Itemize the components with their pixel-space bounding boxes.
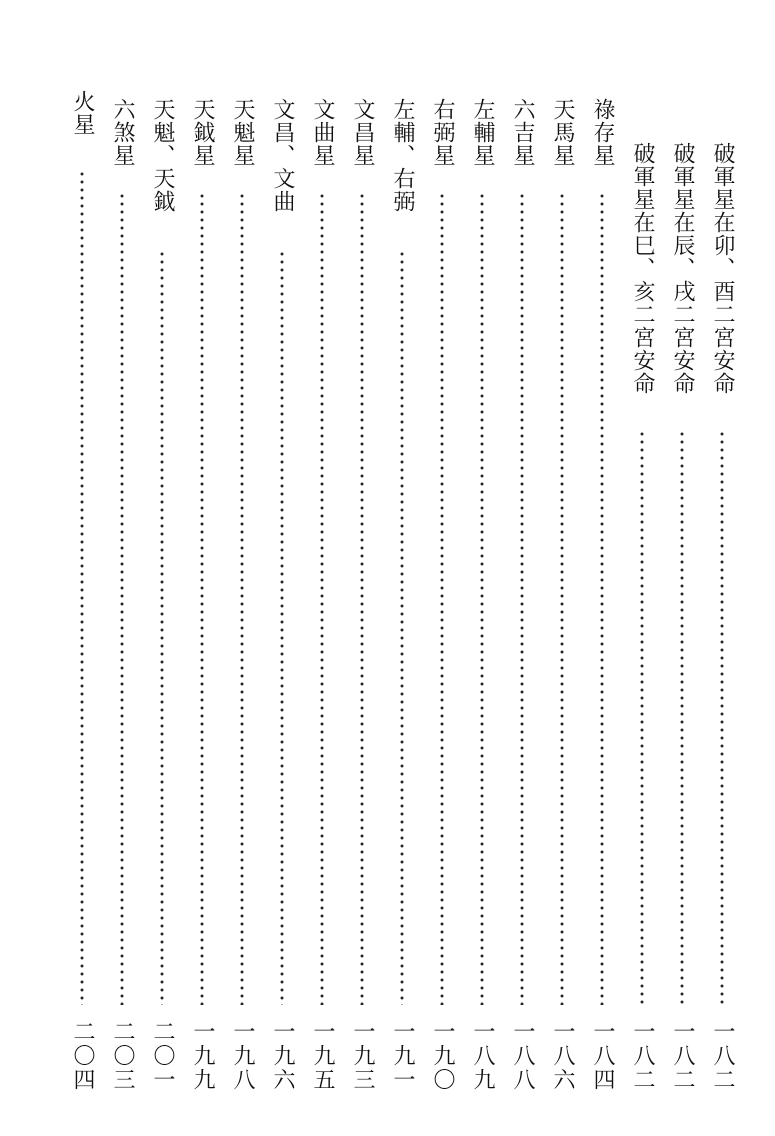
toc-entry-pojun-chen-xu[interactable] — [665, 90, 699, 1100]
toc-entry-title: 破軍星在卯、酉二宮安命 — [710, 142, 735, 395]
toc-entry-page-number: 二〇三 — [110, 1020, 135, 1092]
toc-entry-liuji[interactable] — [505, 90, 539, 1100]
toc-entry-page-number: 一九六 — [270, 1020, 295, 1092]
dot-leader — [719, 430, 725, 1005]
toc-entry-title: 右弼星 — [430, 98, 455, 167]
dot-leader — [399, 250, 405, 1005]
toc-entry-title: 天鉞星 — [190, 98, 215, 167]
toc-entry-title: 文昌、文曲 — [270, 98, 295, 213]
toc-entry-page-number: 一八二 — [630, 1020, 655, 1092]
dot-leader — [159, 250, 165, 1005]
toc-entry-tianma[interactable] — [545, 90, 579, 1100]
toc-entry-pojun-si-hai[interactable] — [625, 90, 659, 1100]
toc-entry-wenchang-wenqu[interactable] — [265, 90, 299, 1100]
dot-leader — [599, 192, 605, 1005]
toc-entry-youbi[interactable] — [425, 90, 459, 1100]
dot-leader — [519, 192, 525, 1005]
toc-entry-page-number: 一八六 — [550, 1020, 575, 1092]
toc-entry-huoxing[interactable] — [65, 90, 99, 1100]
toc-entry-lucun[interactable] — [585, 90, 619, 1100]
toc-entry-title: 左輔星 — [470, 98, 495, 167]
toc-entry-tiankui-tianyue[interactable] — [145, 90, 179, 1100]
toc-entry-title: 六吉星 — [510, 98, 535, 167]
toc-entry-title: 文昌星 — [350, 98, 375, 167]
toc-entry-tianyue[interactable] — [185, 90, 219, 1100]
dot-leader — [79, 170, 85, 1005]
toc-entry-liusha[interactable] — [105, 90, 139, 1100]
toc-entry-title: 火星 — [70, 90, 95, 136]
toc-entry-page-number: 一九一 — [390, 1020, 415, 1092]
dot-leader — [559, 192, 565, 1005]
toc-entry-title: 左輔、右弼 — [390, 98, 415, 213]
toc-entry-page-number: 一八九 — [470, 1020, 495, 1092]
toc-entry-page-number: 一九八 — [230, 1020, 255, 1092]
toc-entry-page-number: 一八二 — [710, 1020, 735, 1092]
toc-entry-tiankui[interactable] — [225, 90, 259, 1100]
toc-entry-zuofu[interactable] — [465, 90, 499, 1100]
dot-leader — [479, 192, 485, 1005]
toc-entry-wenchang[interactable] — [345, 90, 379, 1100]
dot-leader — [679, 430, 685, 1005]
dot-leader — [199, 192, 205, 1005]
dot-leader — [319, 192, 325, 1005]
toc-entry-title: 天馬星 — [550, 98, 575, 167]
dot-leader — [119, 192, 125, 1005]
toc-entry-pojun-mao-you[interactable] — [705, 90, 739, 1100]
toc-entry-title: 天魁星 — [230, 98, 255, 167]
toc-entry-title: 天魁、天鉞 — [150, 98, 175, 213]
toc-entry-title: 文曲星 — [310, 98, 335, 167]
toc-entry-title: 破軍星在巳、亥二宮安命 — [630, 142, 655, 395]
toc-entry-page-number: 一八二 — [670, 1020, 695, 1092]
dot-leader — [359, 192, 365, 1005]
toc-entry-title: 六煞星 — [110, 98, 135, 167]
toc-entry-title: 祿存星 — [590, 98, 615, 167]
toc-entry-page-number: 一八四 — [590, 1020, 615, 1092]
dot-leader — [639, 430, 645, 1005]
toc-entry-zuofu-youbi[interactable] — [385, 90, 419, 1100]
toc-entry-page-number: 一九五 — [310, 1020, 335, 1092]
toc-entry-page-number: 一九三 — [350, 1020, 375, 1092]
toc-entry-page-number: 二〇四 — [70, 1020, 95, 1092]
dot-leader — [439, 192, 445, 1005]
dot-leader — [239, 192, 245, 1005]
toc-entry-title: 破軍星在辰、戌二宮安命 — [670, 142, 695, 395]
toc-entry-page-number: 一九〇 — [430, 1020, 455, 1092]
toc-entry-page-number: 一八八 — [510, 1020, 535, 1092]
toc-entry-page-number: 一九九 — [190, 1020, 215, 1092]
toc-entry-page-number: 二〇一 — [150, 1020, 175, 1092]
dot-leader — [279, 250, 285, 1005]
toc-entry-wenqu[interactable] — [305, 90, 339, 1100]
